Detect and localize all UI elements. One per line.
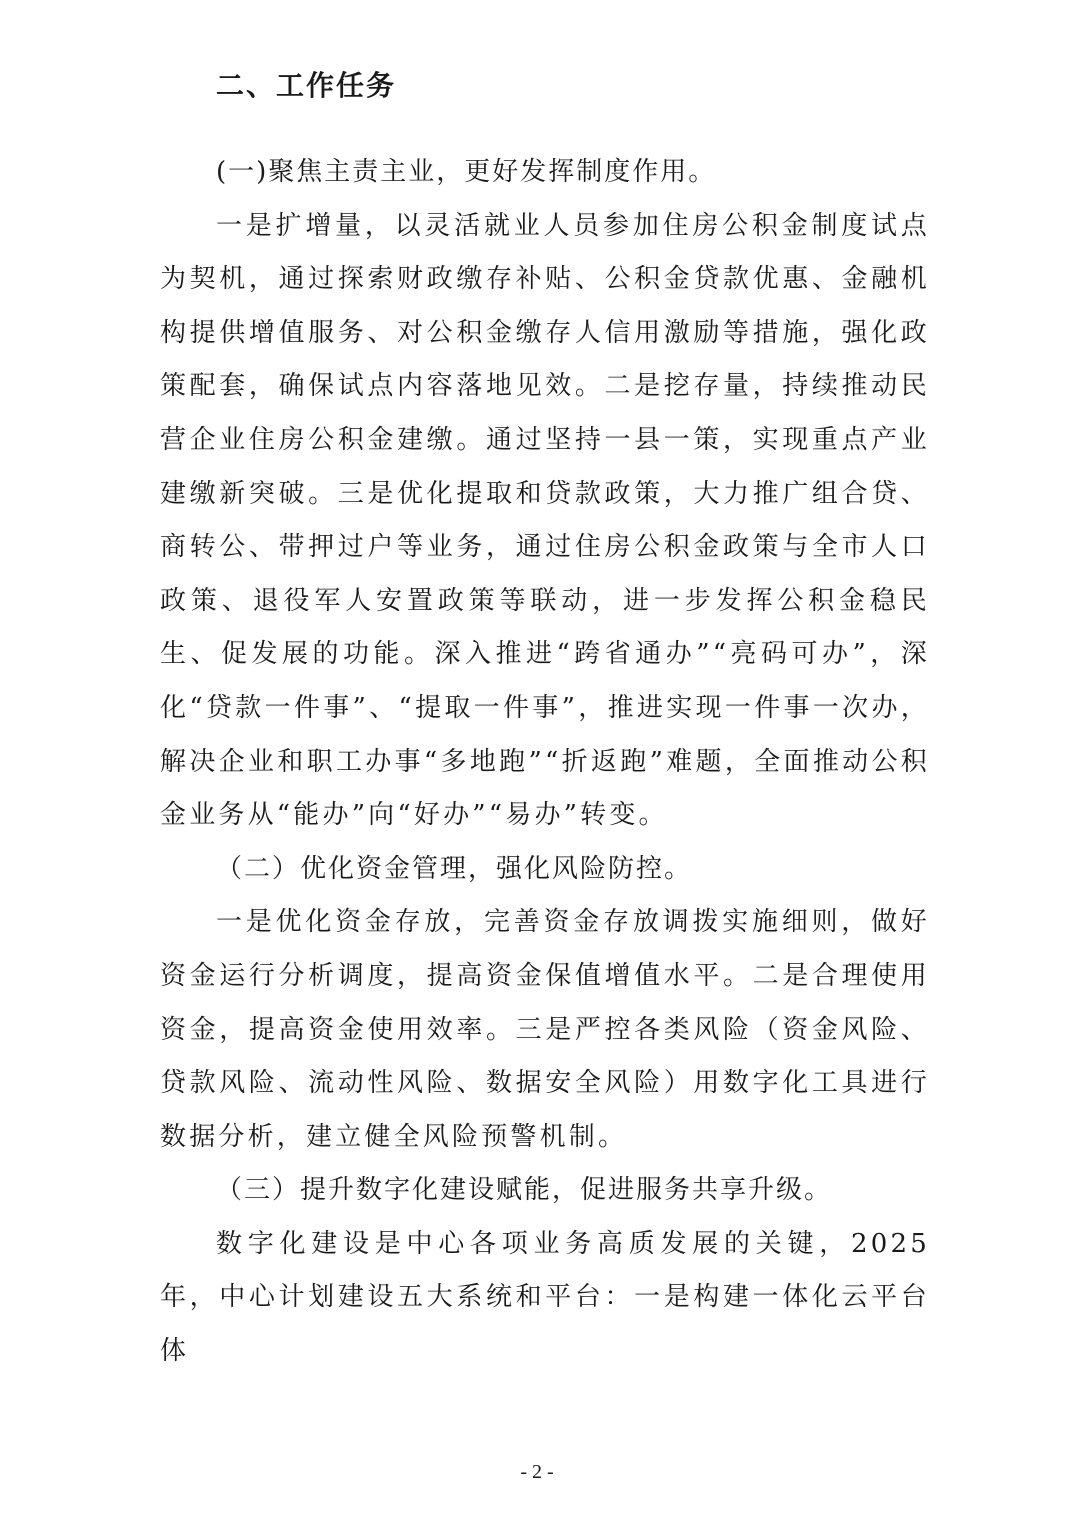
- document-body: [160, 146, 930, 1379]
- section-heading: 二、工作任务: [216, 69, 397, 102]
- subsection-heading-3: （三）提升数字化建设赋能，促进服务共享升级。: [216, 1175, 833, 1206]
- paragraph-2: 一是优化资金存放，完善资金存放调拨实施细则，做好资金运行分析调度，提高资金保值增值水平。二是合理使用资金，提高资金使用效率。三是严控各类风险（资金风险、贷款风险、流动性风险、数据安全风险）用数字化工具进行数据分析，建立健全风险预警机制。: [160, 907, 930, 1152]
- paragraph-3: 数字化建设是中心各项业务高质发展的关键，2025年，中心计划建设五大系统和平台：一是构建一体化云平台体: [160, 1228, 930, 1367]
- page-number: - 2 -: [520, 1461, 554, 1483]
- subsection-heading-1: (一)聚焦主责主业，更好发挥制度作用。: [216, 157, 717, 187]
- subsection-heading-2: （二）优化资金管理，强化风险防控。: [216, 853, 693, 884]
- paragraph-1: 一是扩增量，以灵活就业人员参加住房公积金制度试点为契机，通过探索财政缴存补贴、公积金贷款优惠、金融机构提供增值服务、对公积金缴存人信用激励等措施，强化政策配套，确保试点内容落地见效。二是挖存量，持续推动民营企业住房公积金建缴。通过坚持一县一策，实现重点产业建缴新突破。三是优化提取和贷款政策，大力推广组合贷、商转公、带押过户等业务，通过住房公积金政策与全市人口政策、退役军人安置政策等联动，进一步发挥公积金稳民生、促发展的功能。深入推进“跨省通办”“亮码可办”，深化“贷款一件事”、“提取一件事”，推进实现一件事一次办，解决企业和职工办事“多地跑”“折返跑”难题，全面推动公积金业务从“能办”向“好办”“易办”转变。: [160, 210, 930, 831]
